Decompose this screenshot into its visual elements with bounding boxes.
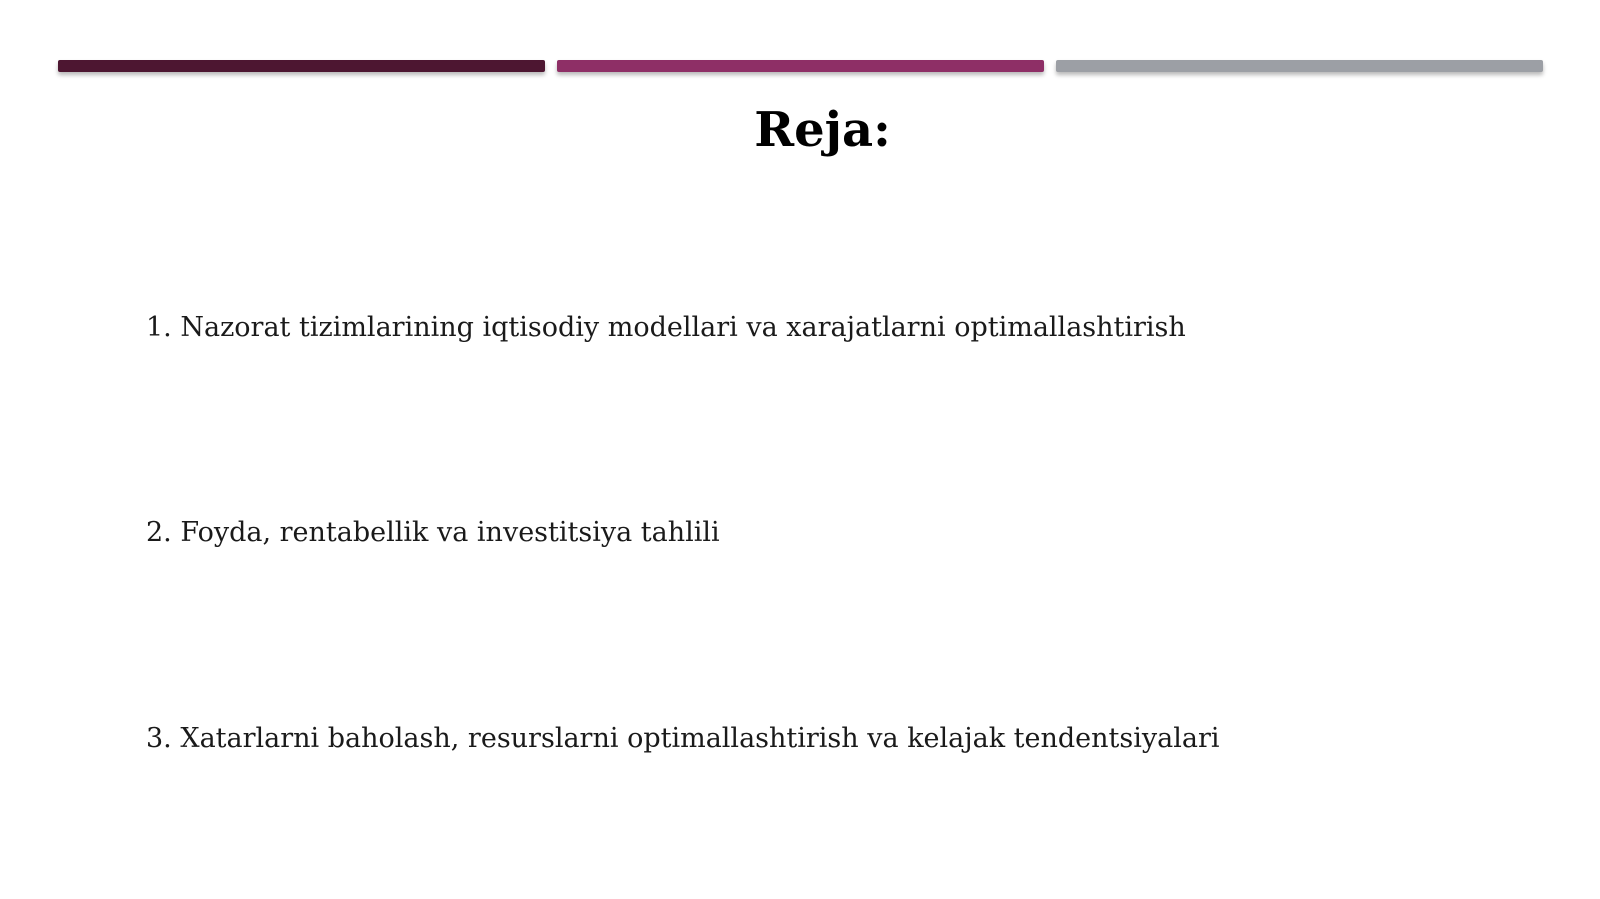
plan-item-3: 3. Xatarlarni baholash, resurslarni optimallashtirish va kelajak tendentsiyalari [146,723,1220,754]
accent-bar-dark-purple [58,60,545,72]
slide-title: Reja: [754,102,891,158]
plan-item-1: 1. Nazorat tizimlarining iqtisodiy modellari va xarajatlarni optimallashtirish [146,312,1186,343]
plan-item-2: 2. Foyda, rentabellik va investitsiya tahlili [146,517,720,548]
accent-bar-magenta [557,60,1044,72]
accent-bar-gray [1056,60,1543,72]
